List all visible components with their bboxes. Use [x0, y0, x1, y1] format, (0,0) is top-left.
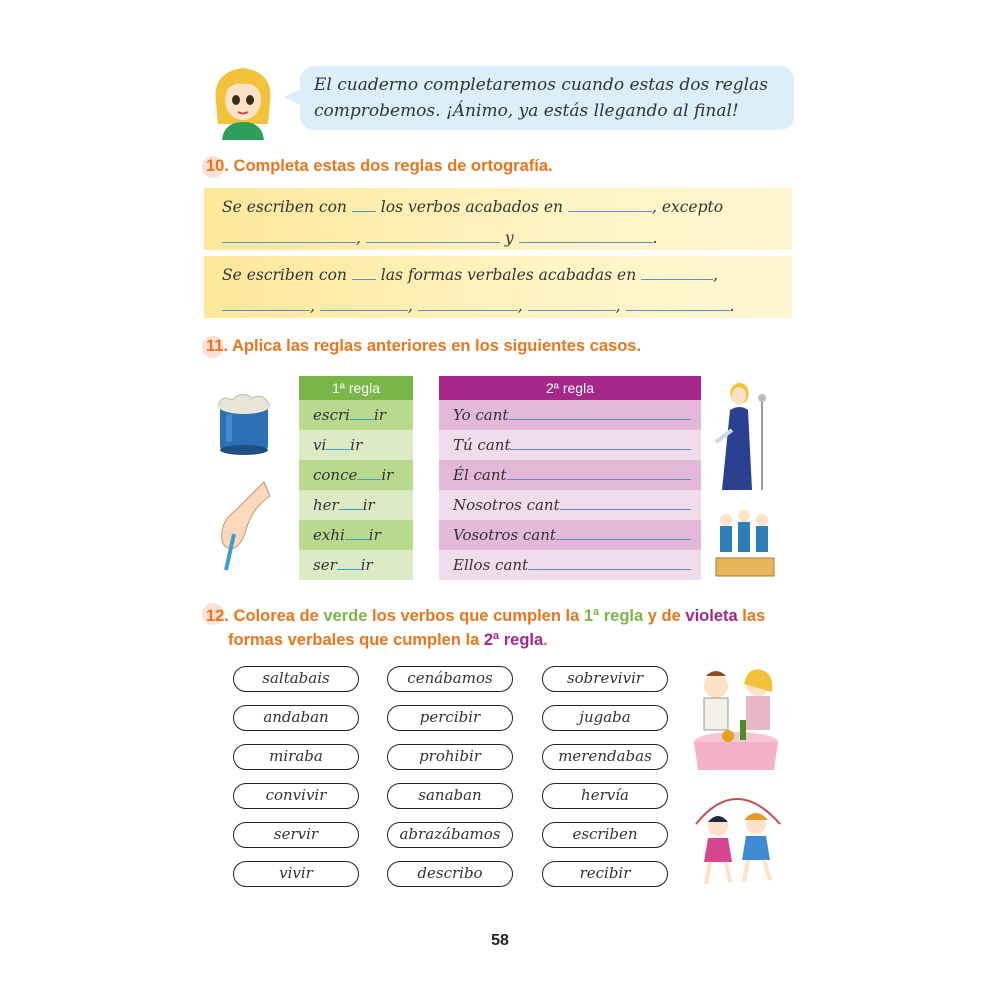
intro-line-2: comprobemos. ¡Ánimo, ya estás llegando al final! — [314, 101, 739, 121]
table-2-row: Ellos cant — [439, 550, 701, 580]
table-1-row: vi ir — [299, 430, 413, 460]
section-11-title — [206, 337, 641, 356]
word-pill[interactable]: merendabas — [542, 744, 668, 770]
table-1-row: escri ir — [299, 400, 413, 430]
page-number: 58 — [491, 932, 509, 949]
rule-1-text-b: los verbos acabados en — [380, 198, 564, 216]
word-pill[interactable]: saltabais — [233, 666, 359, 692]
rule-2-comma-5: , — [615, 297, 621, 315]
section-10-number: 10. — [206, 157, 229, 175]
word-verde: verde — [323, 607, 368, 625]
rule-1-period: . — [652, 229, 658, 247]
rule-2-box — [204, 256, 792, 318]
rule-2-comma-3: , — [407, 297, 413, 315]
table-1-row: exhi ir — [299, 520, 413, 550]
section-10-title — [206, 157, 553, 176]
word-pill[interactable]: andaban — [233, 705, 359, 731]
girl-avatar-illustration — [208, 62, 278, 140]
choir-illustration — [714, 504, 776, 580]
table-1-row: ser ir — [299, 550, 413, 580]
rule-2-blank-ending-4[interactable] — [418, 292, 518, 311]
word-pill[interactable]: recibir — [542, 861, 668, 887]
singer-illustration — [712, 380, 772, 494]
section-11-heading: Aplica las reglas anteriores en los siguientes casos. — [232, 337, 642, 355]
word-pill[interactable]: percibir — [387, 705, 513, 731]
speech-bubble — [300, 66, 794, 130]
table-2-header: 2ª regla — [439, 376, 701, 400]
word-pill[interactable]: cenábamos — [387, 666, 513, 692]
rule-2-blank-ending-1[interactable] — [641, 261, 713, 280]
table-2-row: Nosotros cant — [439, 490, 701, 520]
section-12-instructions: 12. Colorea de verde los verbos que cumplen la 1ª regla y de violeta las formas verbales que cumplen la 2ª regla. — [206, 607, 766, 649]
rule-1-blank-ending[interactable] — [568, 193, 652, 212]
table-1-header: 1ª regla — [299, 376, 413, 400]
table-1-blank[interactable] — [357, 463, 381, 480]
rule-1-box — [204, 188, 792, 250]
section-11-number: 11. — [206, 337, 229, 355]
paint-pot-illustration — [212, 390, 276, 456]
rule-2-period: . — [729, 297, 735, 315]
word-regla-2: 2ª regla — [483, 631, 544, 649]
rule-2-blank-ending-3[interactable] — [320, 292, 408, 311]
table-2-row: Él cant — [439, 460, 701, 490]
rule-2-blank-ending-6[interactable] — [626, 292, 730, 311]
rule-2-blank-letter[interactable] — [352, 261, 376, 280]
word-pill[interactable]: describo — [387, 861, 513, 887]
table-2-blank[interactable] — [508, 401, 691, 420]
rule-2-text-a: Se escriben con — [222, 266, 347, 284]
rule-1-text-a: Se escriben con — [222, 198, 347, 216]
word-pill[interactable]: escriben — [542, 822, 668, 848]
rule-2-comma-2: , — [310, 297, 315, 315]
rule-1-text-c: , excepto — [651, 198, 724, 216]
word-pill[interactable]: servir — [233, 822, 359, 848]
word-pill[interactable]: jugaba — [542, 705, 668, 731]
table-2-blank[interactable] — [528, 551, 691, 570]
table-2-row: Vosotros cant — [439, 520, 701, 550]
table-2 — [439, 376, 701, 580]
rule-1-text-y: y — [504, 229, 514, 247]
table-1-blank[interactable] — [337, 553, 361, 570]
rule-1-blank-exception-3[interactable] — [519, 224, 653, 243]
rule-2-blank-ending-5[interactable] — [528, 292, 616, 311]
section-10-heading: Completa estas dos reglas de ortografía. — [233, 157, 553, 175]
jump-rope-girls-illustration — [686, 784, 790, 888]
word-regla-1: 1ª regla — [583, 607, 644, 625]
table-1-blank[interactable] — [339, 493, 363, 510]
table-2-row: Tú cant — [439, 430, 701, 460]
rule-2-comma-1: , — [713, 266, 719, 284]
word-pill[interactable]: sanaban — [387, 783, 513, 809]
word-pill[interactable]: hervía — [542, 783, 668, 809]
word-pill[interactable]: sobrevivir — [542, 666, 668, 692]
table-1-row: her ir — [299, 490, 413, 520]
table-2-blank[interactable] — [560, 491, 691, 510]
table-1-blank[interactable] — [345, 523, 369, 540]
rule-1-comma: , — [356, 229, 361, 247]
table-1-blank[interactable] — [326, 433, 350, 450]
word-pill[interactable]: convivir — [233, 783, 359, 809]
word-pill[interactable]: miraba — [233, 744, 359, 770]
table-2-blank[interactable] — [556, 521, 691, 540]
rule-2-comma-4: , — [517, 297, 523, 315]
dinner-couple-illustration — [688, 664, 784, 774]
rule-1-blank-exception-1[interactable] — [222, 224, 356, 243]
table-2-blank[interactable] — [510, 431, 691, 450]
intro-line-1: El cuaderno completaremos cuando estas dos reglas — [314, 75, 768, 95]
table-1 — [299, 376, 413, 580]
word-pill[interactable]: abrazábamos — [387, 822, 513, 848]
word-violeta: violeta — [685, 607, 738, 625]
table-2-blank[interactable] — [507, 461, 691, 480]
table-1-row: conce ir — [299, 460, 413, 490]
word-pill[interactable]: vivir — [233, 861, 359, 887]
rule-1-blank-letter[interactable] — [352, 193, 376, 212]
rule-1-blank-exception-2[interactable] — [366, 224, 500, 243]
section-12-number: 12. — [206, 607, 229, 625]
rule-2-text-b: las formas verbales acabadas en — [380, 266, 637, 284]
table-1-blank[interactable] — [350, 403, 374, 420]
writing-hand-illustration — [212, 478, 272, 574]
word-pill[interactable]: prohibir — [387, 744, 513, 770]
rule-2-blank-ending-2[interactable] — [222, 292, 310, 311]
table-2-row: Yo cant — [439, 400, 701, 430]
